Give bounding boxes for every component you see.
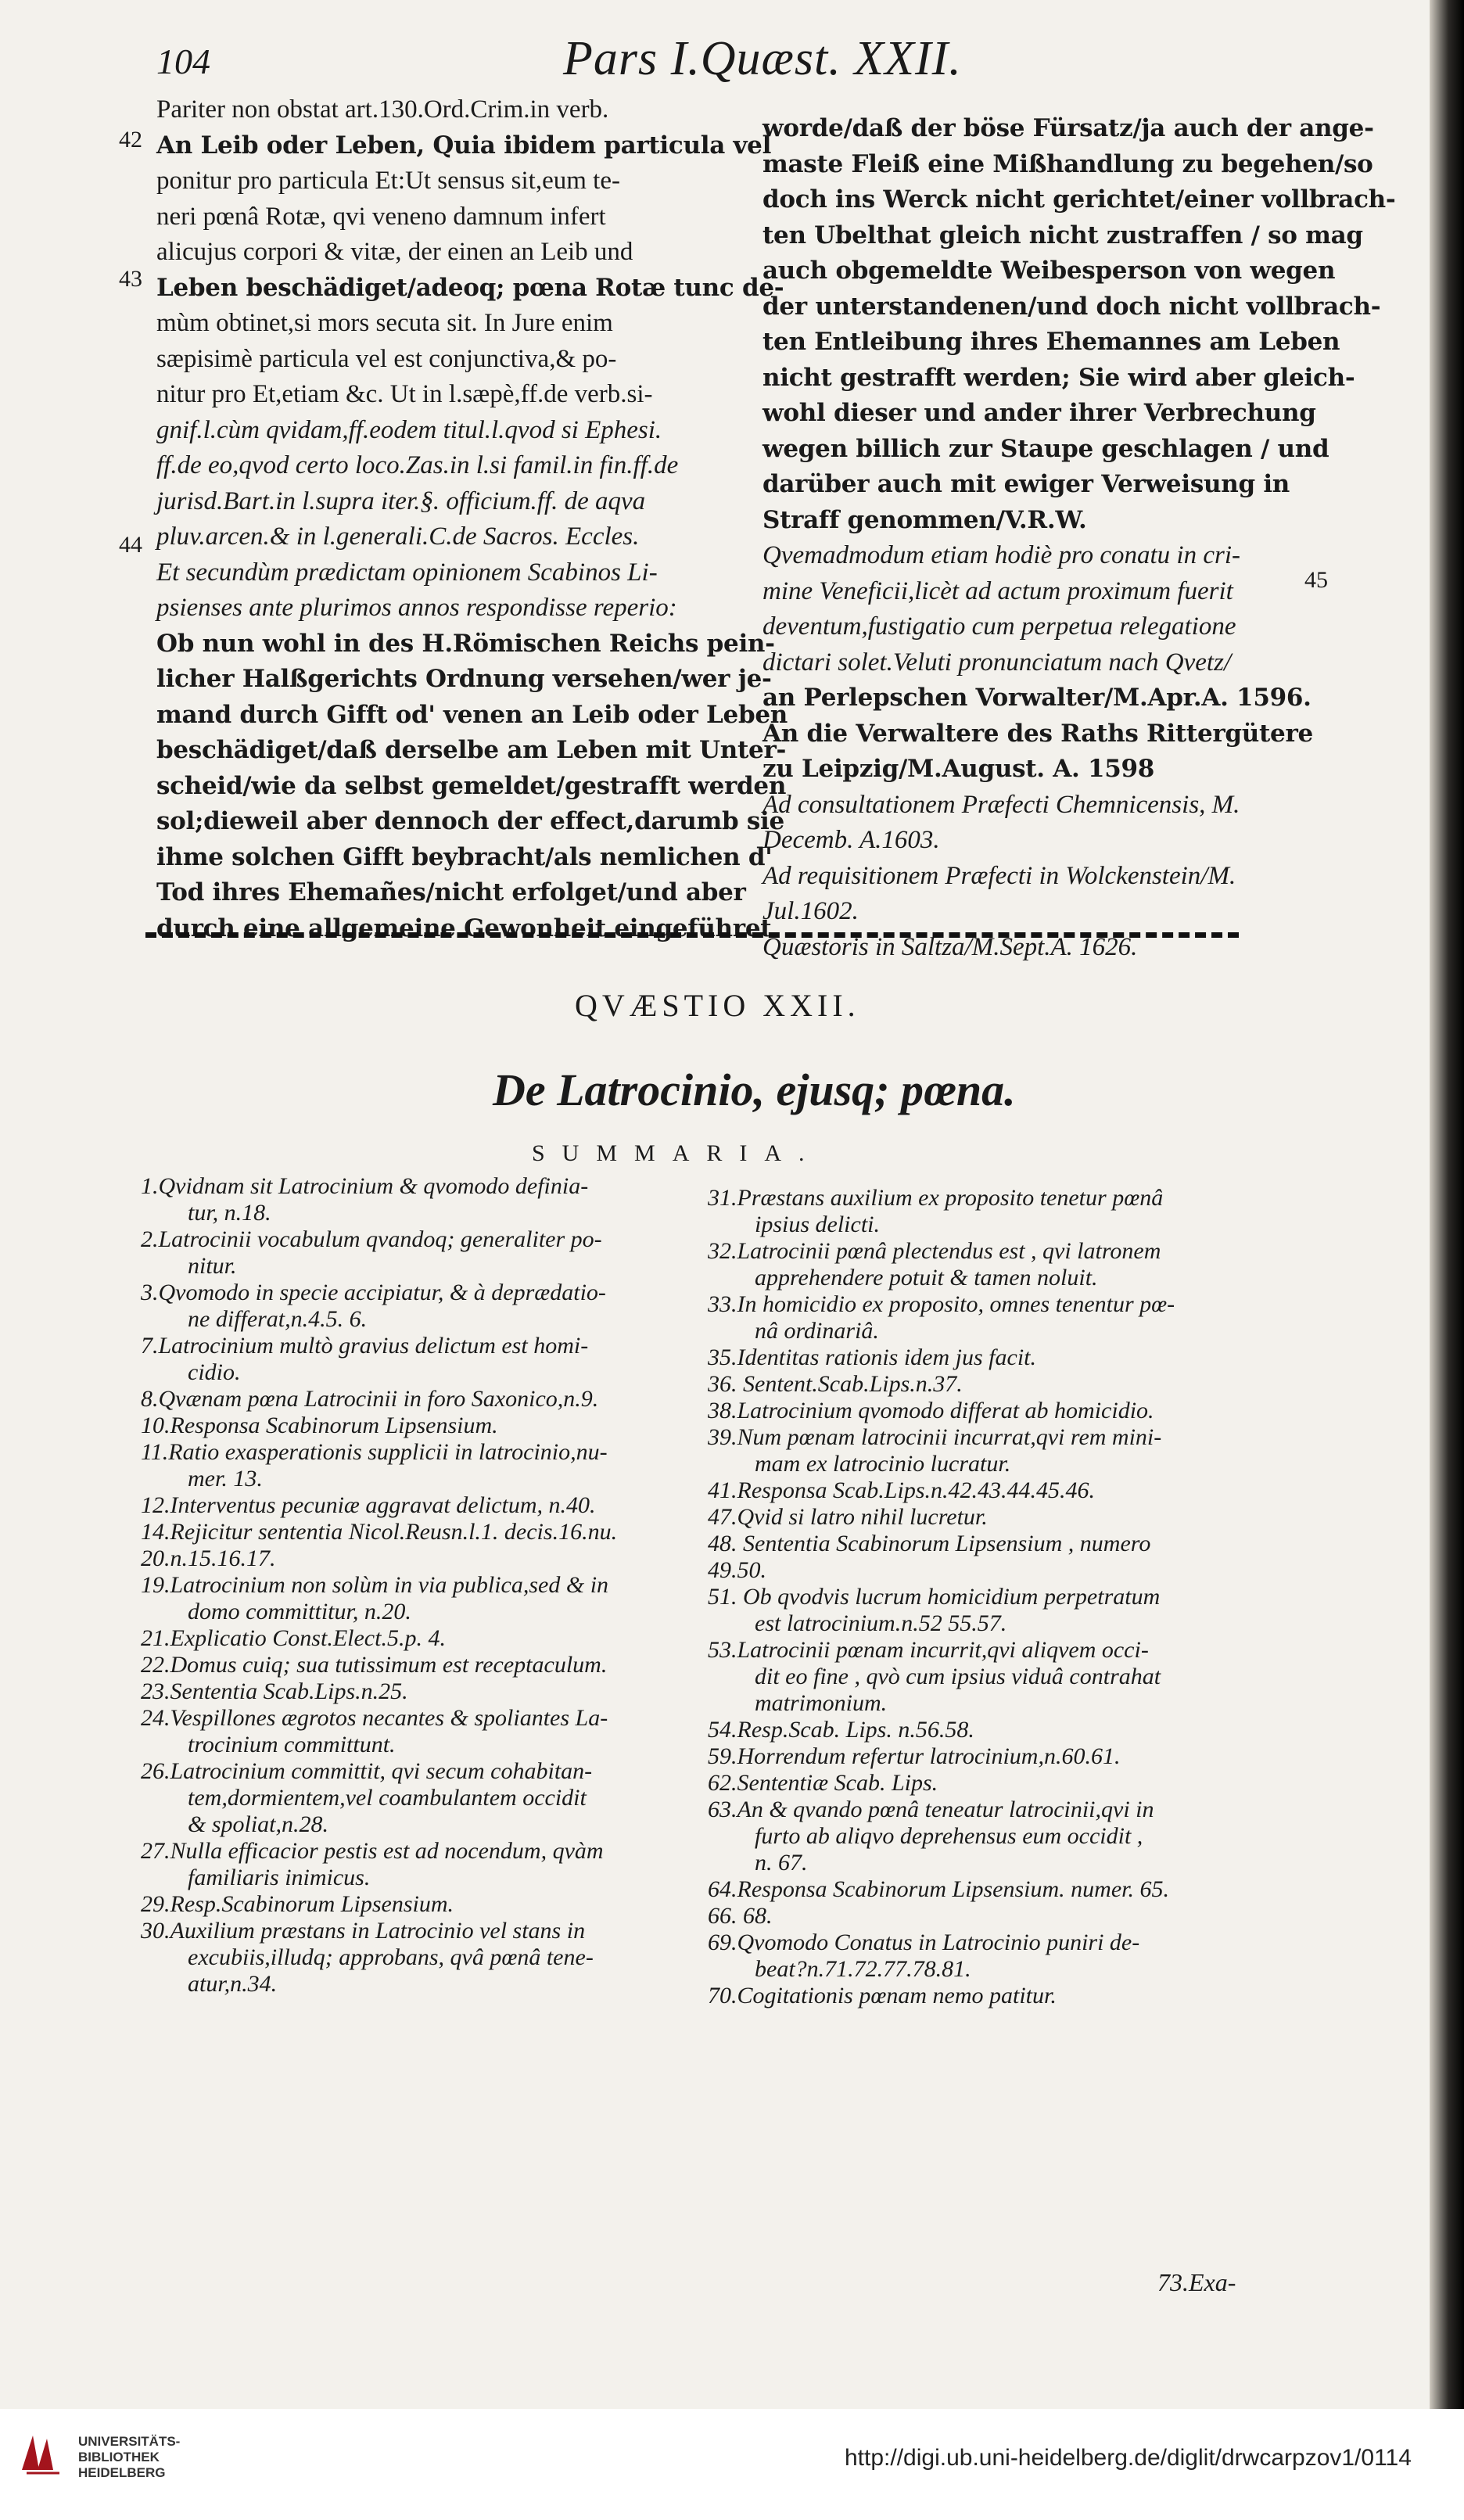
book-gutter [1430, 0, 1464, 2409]
text-line: Qvemadmodum etiam hodiè pro conatu in cri- [762, 541, 1240, 569]
summary-line: 24.Vespillones ægrotos necantes & spoliantes La- [141, 1705, 608, 1731]
summary-line: 3.Qvomodo in specie accipiatur, & à deprædatio- [141, 1280, 606, 1305]
text-line: Ad consultationem Præfecti Chemnicensis, M. [762, 790, 1240, 819]
summary-line: trocinium committunt. [188, 1732, 396, 1757]
summary-line: 38.Latrocinium qvomodo differat ab homicidio. [708, 1398, 1154, 1423]
summary-line: 47.Qvid si latro nihil lucretur. [708, 1504, 988, 1530]
summary-line: 41.Responsa Scab.Lips.n.42.43.44.45.46. [708, 1477, 1095, 1503]
summary-line: 21.Explicatio Const.Elect.5.p. 4. [141, 1625, 446, 1651]
text-line: ff.de eo,qvod certo loco.Zas.in l.si famil.in fin.ff.de [156, 451, 679, 479]
text-line: An Leib oder Leben, Quia ibidem particula vel [156, 131, 772, 160]
text-line: darüber auch mit ewiger Verweisung in [762, 470, 1290, 498]
text-line: zu Leipzig/M.August. A. 1598 [762, 755, 1155, 783]
summary-line: furto ab aliqvo deprehensus eum occidit , [755, 1823, 1143, 1849]
margin-number: 44 [119, 532, 142, 558]
summary-line: 12.Interventus pecuniæ aggravat delictum, n.40. [141, 1492, 596, 1518]
text-line: dictari solet.Veluti pronunciatum nach Qvetz/ [762, 648, 1232, 677]
summary-line: 11.Ratio exasperationis supplicii in latrocinio,nu- [141, 1439, 608, 1465]
summary-line: 51. Ob qvodvis lucrum homicidium perpetratum [708, 1584, 1161, 1610]
text-line: Jul.1602. [762, 897, 859, 925]
summaria-left-column [141, 1173, 688, 1998]
section-divider [145, 932, 1239, 938]
text-line: sæpisimè particula vel est conjunctiva,& po- [156, 344, 617, 373]
summary-line: familiaris inimicus. [188, 1865, 371, 1890]
text-line: psienses ante plurimos annos respondisse reperio: [156, 594, 677, 622]
text-line: pluv.arcen.& in l.generali.C.de Sacros. Eccles. [156, 522, 640, 551]
text-line: an Perlepschen Vorwalter/M.Apr.A. 1596. [762, 684, 1312, 712]
summary-line: 7.Latrocinium multò gravius delictum est homi- [141, 1333, 589, 1359]
summary-line: 30.Auxilium præstans in Latrocinio vel stans in [141, 1918, 586, 1944]
summary-line: 8.Qvænam pœna Latrocinii in foro Saxonico,n.9. [141, 1386, 599, 1412]
summary-line: apprehendere potuit & tamen noluit. [755, 1265, 1098, 1291]
text-line: deventum,fustigatio cum perpetua relegatione [762, 612, 1236, 641]
summary-line: 49.50. [708, 1557, 766, 1583]
summary-line: 66. 68. [708, 1903, 773, 1929]
text-line: wohl dieser und ander ihrer Verbrechung [762, 399, 1316, 427]
text-line: Tod ihres Ehemañes/nicht erfolget/und aber [156, 878, 746, 906]
text-line: durch eine allgemeine Gewonheit eingeführet [156, 914, 772, 942]
left-text-column [156, 92, 788, 946]
text-line: sol;dieweil aber dennoch der effect,darumb sie [156, 807, 784, 835]
summary-line: 2.Latrocinii vocabulum qvandoq; generaliter po- [141, 1226, 602, 1252]
summary-line: 33.In homicidio ex proposito, omnes tenentur pœ- [708, 1291, 1175, 1317]
text-line: mand durch Gifft od' venen an Leib oder Leben [156, 700, 788, 729]
text-line: Et secundùm prædictam opinionem Scabinos Li- [156, 558, 658, 587]
summary-line: 26.Latrocinium committit, qvi secum cohabitan- [141, 1758, 593, 1784]
summary-line: 36. Sentent.Scab.Lips.n.37. [708, 1371, 963, 1397]
text-line: beschädiget/daß derselbe am Leben mit Unter- [156, 736, 787, 764]
summary-line: 53.Latrocinii pœnam incurrit,qvi aliqvem occi- [708, 1637, 1149, 1663]
text-line: An die Verwaltere des Raths Rittergütere [762, 719, 1313, 748]
summary-line: matrimonium. [755, 1690, 888, 1716]
summary-line: 59.Horrendum refertur latrocinium,n.60.61. [708, 1743, 1121, 1769]
summary-line: 39.Num pœnam latrocinii incurrat,qvi rem mini- [708, 1424, 1162, 1450]
text-line: mùm obtinet,si mors secuta sit. In Jure enim [156, 309, 613, 337]
text-line: Pariter non obstat art.130.Ord.Crim.in verb. [156, 95, 609, 124]
summary-line: 70.Cogitationis pœnam nemo patitur. [708, 1983, 1057, 2008]
question-heading: QVÆSTIO XXII. [575, 988, 860, 1023]
summary-line: mer. 13. [188, 1466, 263, 1492]
text-line: nicht gestrafft werden; Sie wird aber gleich- [762, 363, 1355, 392]
running-title: Pars I.Quæst. XXII. [563, 32, 962, 85]
summary-line: 63.An & qvando pœnâ teneatur latrocinii,qvi in [708, 1797, 1154, 1822]
text-line: gnif.l.cùm qvidam,ff.eodem titul.l.qvod si Ephesi. [156, 415, 662, 444]
summary-line: 32.Latrocinii pœnâ plectendus est , qvi latronem [708, 1238, 1161, 1264]
summary-line: domo committitur, n.20. [188, 1599, 411, 1624]
catchword: 73.Exa- [1157, 2268, 1236, 2296]
summary-line: est latrocinium.n.52 55.57. [755, 1610, 1007, 1636]
summary-line: ipsius delicti. [755, 1212, 880, 1237]
summary-line: 23.Sententia Scab.Lips.n.25. [141, 1678, 408, 1704]
summary-line: cidio. [188, 1359, 241, 1385]
margin-number: 43 [119, 266, 142, 292]
text-line: jurisd.Bart.in l.supra iter.§. officium.ff. de aqva [156, 486, 646, 515]
summary-line: dit eo fine , qvò cum ipsius viduâ contrahat [755, 1664, 1161, 1689]
text-line: maste Fleiß eine Mißhandlung zu begehen/so [762, 149, 1373, 178]
question-subtitle: De Latrocinio, ejusq; pœna. [493, 1064, 1016, 1115]
margin-number: 42 [119, 127, 142, 153]
summary-line: & spoliat,n.28. [188, 1811, 329, 1837]
text-line: alicujus corpori & vitæ, der einen an Leib und [156, 238, 633, 266]
summary-line: nitur. [188, 1253, 237, 1279]
text-line: nitur pro Et,etiam &c. Ut in l.sæpè,ff.de verb.si- [156, 380, 653, 408]
library-name-line: HEIDELBERG [78, 2465, 166, 2480]
summary-line: 1.Qvidnam sit Latrocinium & qvomodo definia- [141, 1173, 589, 1199]
summary-line: mam ex latrocinio lucratur. [755, 1451, 1011, 1477]
summary-line: 29.Resp.Scabinorum Lipsensium. [141, 1891, 454, 1917]
summary-line: 35.Identitas rationis idem jus facit. [708, 1344, 1036, 1370]
summary-line: 20.n.15.16.17. [141, 1545, 276, 1571]
summary-line: 54.Resp.Scab. Lips. n.56.58. [708, 1717, 974, 1743]
summary-line: 27.Nulla efficacior pestis est ad nocendum, qvàm [141, 1838, 604, 1864]
library-logo-icon [16, 2428, 66, 2478]
summary-line: 64.Responsa Scabinorum Lipsensium. numer. 65. [708, 1876, 1169, 1902]
text-line: ihme solchen Gifft beybracht/als nemlichen d' [156, 842, 773, 871]
summary-line: 31.Præstans auxilium ex proposito tenetur pœnâ [708, 1185, 1164, 1211]
margin-number: 45 [1304, 567, 1328, 593]
summaria-right-column [708, 1185, 1271, 2009]
summary-line: 69.Qvomodo Conatus in Latrocinio puniri de- [708, 1929, 1140, 1955]
summary-line: beat?n.71.72.77.78.81. [755, 1956, 971, 1982]
text-line: auch obgemeldte Weibesperson von wegen [762, 257, 1336, 285]
text-line: Ad requisitionem Præfecti in Wolckenstein/M. [762, 861, 1236, 890]
text-line: doch ins Werck nicht gerichtet/einer vollbrach- [762, 185, 1396, 214]
summary-line: excubiis,illudq; approbans, qvâ pœnâ tene- [188, 1944, 594, 1970]
text-line: Decemb. A.1603. [762, 826, 940, 854]
summary-line: 48. Sententia Scabinorum Lipsensium , numero [708, 1531, 1151, 1556]
library-name [78, 2434, 180, 2481]
summary-line: 10.Responsa Scabinorum Lipsensium. [141, 1413, 498, 1438]
summary-line: n. 67. [755, 1850, 808, 1876]
library-name-line: UNIVERSITÄTS- [78, 2434, 181, 2449]
text-line: der unterstandenen/und doch nicht vollbrach- [762, 292, 1381, 321]
summary-line: tem,dormientem,vel coambulantem occidit [188, 1785, 587, 1811]
text-line: mine Veneficii,licèt ad actum proximum fuerit [762, 576, 1233, 605]
text-line: Quæstoris in Saltza/M.Sept.A. 1626. [762, 932, 1138, 961]
text-line: scheid/wie da selbst gemeldet/gestrafft werden [156, 771, 787, 800]
source-url[interactable]: http://digi.ub.uni-heidelberg.de/diglit/drwcarpzov1/0114 [845, 2445, 1412, 2471]
summary-line: tur, n.18. [188, 1200, 271, 1226]
summary-line: ne differat,n.4.5. 6. [188, 1306, 368, 1332]
text-line: ponitur pro particula Et:Ut sensus sit,eum te- [156, 167, 620, 195]
text-line: Leben beschädiget/adeoq; pœna Rotæ tunc de- [156, 273, 784, 302]
text-line: worde/daß der böse Fürsatz/ja auch der ange- [762, 114, 1374, 142]
text-line: neri pœnâ Rotæ, qvi veneno damnum infert [156, 202, 606, 231]
page-number: 104 [156, 41, 210, 81]
summary-line: 22.Domus cuiq; sua tutissimum est receptaculum. [141, 1652, 608, 1678]
library-name-line: BIBLIOTHEK [78, 2450, 160, 2464]
summary-line: nâ ordinariâ. [755, 1318, 879, 1344]
text-line: ten Ubelthat gleich nicht zustraffen / so mag [762, 221, 1363, 249]
text-line: licher Halßgerichts Ordnung versehen/wer je- [156, 665, 772, 693]
text-line: wegen billich zur Staupe geschlagen / und [762, 434, 1329, 463]
text-line: Straff genommen/V.R.W. [762, 505, 1087, 534]
text-line: ten Entleibung ihres Ehemannes am Leben [762, 328, 1340, 356]
text-line: Ob nun wohl in des H.Römischen Reichs pein- [156, 629, 775, 658]
summary-line: atur,n.34. [188, 1971, 278, 1997]
summaria-heading: SUMMARIA. [532, 1140, 822, 1166]
summary-line: 19.Latrocinium non solùm in via publica,sed & in [141, 1572, 609, 1598]
summary-line: 62.Sententiæ Scab. Lips. [708, 1770, 938, 1796]
summary-line: 14.Rejicitur sententia Nicol.Reusn.l.1. decis.16.nu. [141, 1519, 618, 1545]
